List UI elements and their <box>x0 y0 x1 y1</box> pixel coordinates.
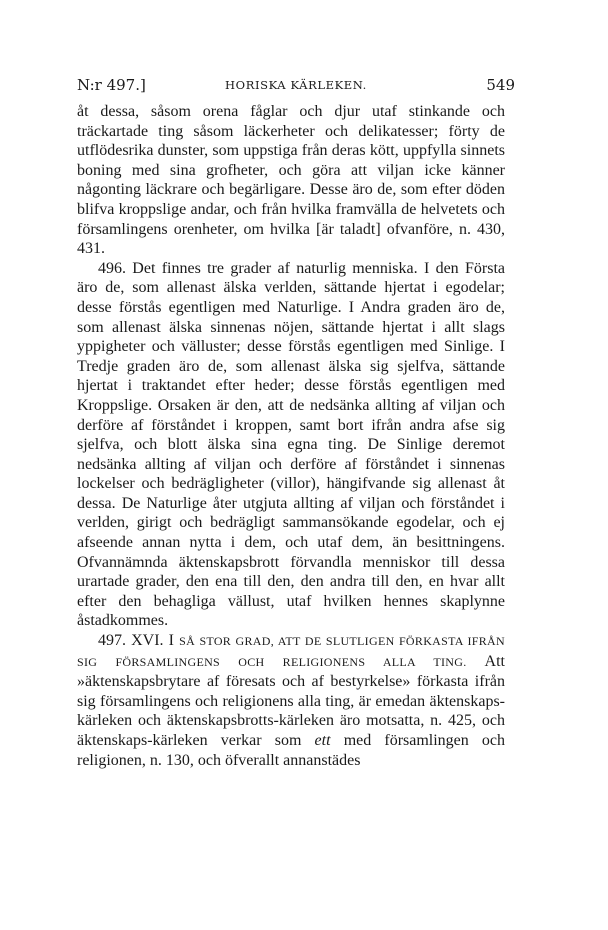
page-number: 549 <box>486 76 515 94</box>
section-number: N:r 497.] <box>77 76 146 94</box>
section-heading: SÅ STOR GRAD, ATT DE SLUTLIGEN FÖRKASTA IFRÅN SIG FÖRSAMLINGENS OCH RELIGIONENS ALLA TING. <box>77 634 505 669</box>
paragraph-497 <box>77 631 505 770</box>
paragraph-497-text: Att »äktenskapsbrytare af föresats och af bestyrkelse» förkasta ifrån sig församlingens och religionens alla ting, är emedan äktenskaps-kärleken och äktenskapsbrotts-kärleken äro motsatta, n. 425, och äktenskaps-kärleken verkar som <box>77 652 505 749</box>
running-header <box>77 76 515 96</box>
paragraph-496: 496. Det finnes tre grader af naturlig menniska. I den Första äro de, som allenast älska verlden, sättande hjertat i egodelar; desse förstås egentligen med Naturlige. I Andra graden äro de, som allenast älska sinnenas nöjen, sättande hjertat i allt slags yppigheter och välluster; desse förstås egentligen med Sinlige. I Tredje graden äro de, som allenast älska sig sjelfva, sättande hjertat i traktandet efter heder; desse förstås egentligen med Kroppslige. Orsaken är den, att de nedsänka allting af viljan och derföre af förståndet i kroppen, samt bort ifrån andra afse sig sjelfva, och blott älska sina egna ting. De Sinlige deremot nedsänka allting af viljan och derföre af förståndet i sinnenas lockelser och bedrägligheter (villor), hängifvande sig allenast åt dessa. De Naturlige åter utgjuta allting af viljan och förståndet i verlden, girigt och bedrägligt sammansökande egodelar, och ej afseende annan nytta i dem, och utaf dem, än besittningens. Ofvannämnda äktenskapsbrott förvandla menniskor till dessa urartade grader, den ena till den, den andra till den, en hvar allt efter den behagliga vällust, utaf hvilken hennes skaplynne åstadkommes. <box>77 259 505 630</box>
paragraph-497-text-end: med församlingen och religionen, n. 130, och öfverallt annanstädes <box>77 732 506 769</box>
running-title: HORISKA KÄRLEKEN. <box>225 78 367 92</box>
emphasis-ett: ett <box>314 732 331 749</box>
paragraph-continued: åt dessa, såsom orena fåglar och djur utaf stinkande och träckartade ting såsom läckerheter och delikatesser; förty de utflödesrika dunster, som uppstiga från deras kött, uppfylla sinnets boning med sina grofheter, och göra att viljan icke känner någonting läckrare och begärligare. Desse äro de, som efter döden blifva kroppslige andar, och från hvilka framvälla de helvetets och församlingens orenheter, om hvilka [är taladt] ofvanföre, n. 430, 431. <box>77 103 505 258</box>
body-text <box>77 102 505 770</box>
section-lead: 497. XVI. I <box>98 632 174 650</box>
